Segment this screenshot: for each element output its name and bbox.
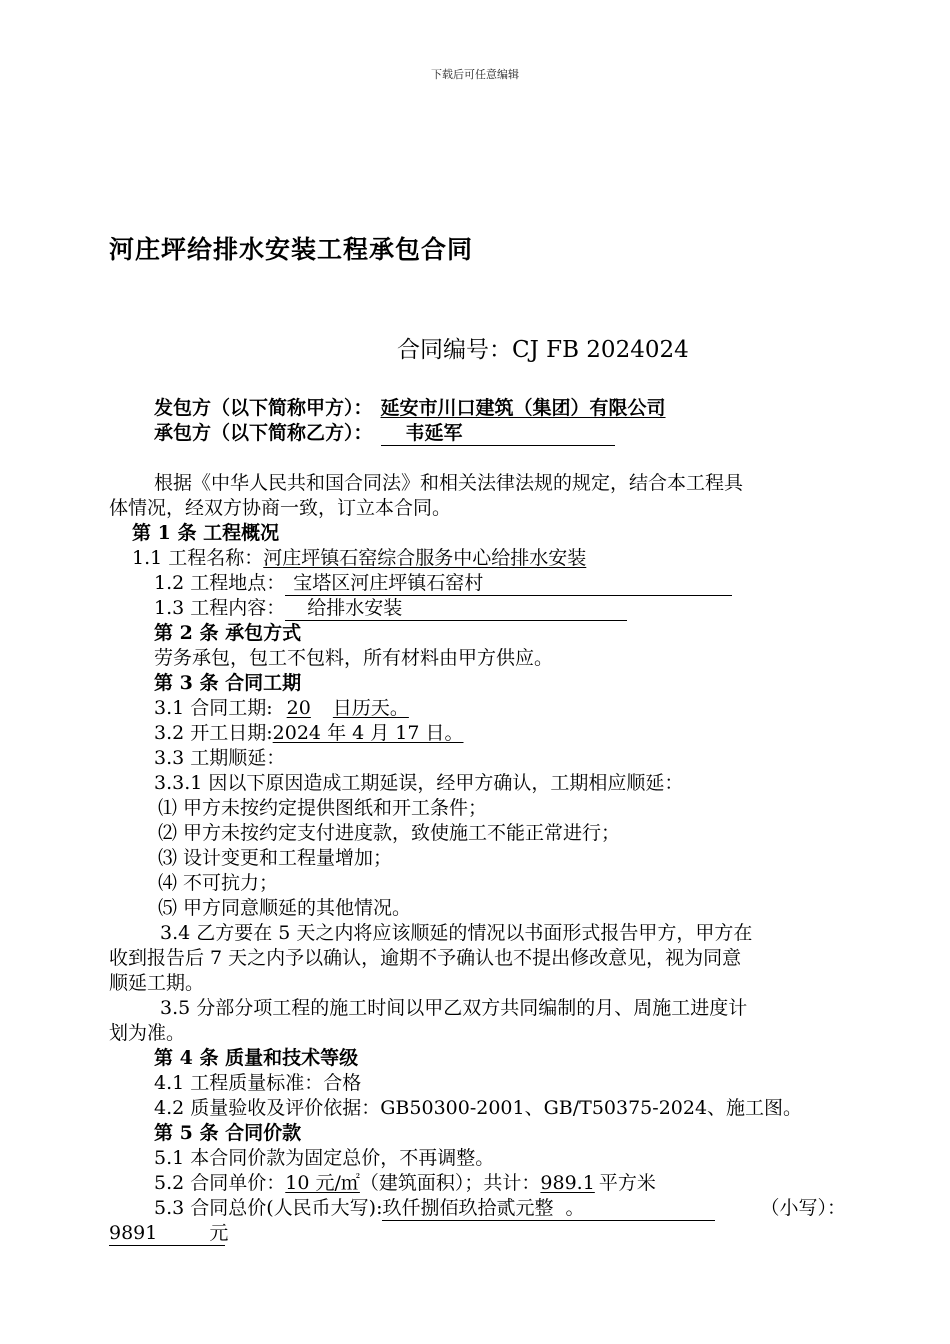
intro-line-2: 体情况，经双方协商一致，订立本合同。 <box>109 497 452 519</box>
total-price-words-dot: 。 <box>565 1197 585 1219</box>
party-b <box>154 421 615 446</box>
total-price-words-field <box>382 1196 715 1221</box>
extension-rule: 3.3.1 因以下原因造成工期延误，经甲方确认，工期相应顺延： <box>154 772 684 794</box>
project-content-value: 给排水安装 <box>285 596 627 621</box>
article-1-heading: 第 1 条 工程概况 <box>132 522 280 544</box>
start-date <box>154 721 478 745</box>
contract-duration-value: 20 <box>286 697 311 719</box>
extension-item: ⑸ 甲方同意顺延的其他情况。 <box>158 897 412 919</box>
header-note: 下载后可任意编辑 <box>431 68 519 81</box>
total-area-value: 989.1 <box>540 1172 595 1194</box>
extension-item: ⑴ 甲方未按约定提供图纸和开工条件； <box>158 797 488 819</box>
party-a-label: 发包方（以下简称甲方）： <box>154 397 373 419</box>
total-price-figure <box>109 1221 229 1246</box>
project-name-label: 1.1 工程名称： <box>132 547 264 569</box>
party-a <box>154 396 666 420</box>
start-date-label: 3.2 开工日期: <box>154 722 273 744</box>
total-price-label: 5.3 合同总价(人民币大写): <box>154 1197 383 1219</box>
unit-price-note: （建筑面积）；共计： <box>359 1172 541 1194</box>
quality-basis: 4.2 质量验收及评价依据：GB50300-2001、GB/T50375-2024、施工图。 <box>154 1097 803 1119</box>
project-location <box>154 571 732 596</box>
document-title: 河庄坪给排水安装工程承包合同 <box>109 235 474 264</box>
total-area-unit: 平方米 <box>598 1172 656 1194</box>
start-date-value: 2024 年 4 月 17 日。 <box>272 722 464 744</box>
extension-item: ⑶ 设计变更和工程量增加； <box>158 847 393 869</box>
total-price-yuan: 元 <box>209 1222 229 1244</box>
project-content-label: 1.3 工程内容： <box>154 597 286 619</box>
clause-3-4-line-3: 顺延工期。 <box>109 972 205 994</box>
contract-number <box>397 331 689 364</box>
article-5-heading: 第 5 条 合同价款 <box>154 1122 302 1144</box>
contract-number-label: 合同编号： <box>397 337 512 363</box>
unit-price-value: 10 元/㎡ <box>285 1172 360 1194</box>
project-location-value: 宝塔区河庄坪镇石窑村 <box>285 571 732 596</box>
party-a-value: 延安市川口建筑（集团）有限公司 <box>380 397 666 419</box>
total-price-words: 玖仟捌佰玖拾贰元整 <box>382 1197 554 1219</box>
project-name <box>132 546 586 570</box>
total-price-number: 9891 <box>109 1222 158 1244</box>
contract-duration-label: 3.1 合同工期: <box>154 697 273 719</box>
total-price <box>154 1196 846 1221</box>
party-b-value: 韦延军 <box>381 421 615 446</box>
contract-duration-unit: 日历天。 <box>332 697 409 719</box>
clause-3-5-line-1: 3.5 分部分项工程的施工时间以甲乙双方共同编制的月、周施工进度计 <box>160 997 748 1019</box>
article-4-heading: 第 4 条 质量和技术等级 <box>154 1047 359 1069</box>
extension-heading: 3.3 工期顺延： <box>154 747 286 769</box>
project-name-value: 河庄坪镇石窑综合服务中心给排水安装 <box>263 547 587 569</box>
extension-item: ⑵ 甲方未按约定支付进度款，致使施工不能正常进行； <box>158 822 621 844</box>
project-content <box>154 596 627 621</box>
unit-price-label: 5.2 合同单价： <box>154 1172 286 1194</box>
article-2-heading: 第 2 条 承包方式 <box>154 622 302 644</box>
fixed-price-clause: 5.1 本合同价款为固定总价，不再调整。 <box>154 1147 495 1169</box>
quality-standard: 4.1 工程质量标准：合格 <box>154 1072 362 1094</box>
unit-price <box>154 1171 656 1195</box>
clause-3-4-line-1: 3.4 乙方要在 5 天之内将应该顺延的情况以书面形式报告甲方，甲方在 <box>160 922 753 944</box>
intro-line-1: 根据《中华人民共和国合同法》和相关法律法规的规定，结合本工程具 <box>154 472 744 494</box>
clause-3-4-line-2: 收到报告后 7 天之内予以确认，逾期不予确认也不提出修改意见，视为同意 <box>109 947 742 969</box>
clause-3-5-line-2: 划为准。 <box>109 1022 186 1044</box>
party-b-label: 承包方（以下简称乙方）： <box>154 422 373 444</box>
total-price-figure-field <box>109 1221 229 1246</box>
article-3-heading: 第 3 条 合同工期 <box>154 672 302 694</box>
contract-method: 劳务承包，包工不包料，所有材料由甲方供应。 <box>154 647 554 669</box>
contract-number-value: CJ FB 2024024 <box>512 337 689 363</box>
extension-item: ⑷ 不可抗力； <box>158 872 279 894</box>
total-price-small-label: （小写）： <box>760 1197 846 1219</box>
contract-duration <box>154 696 419 720</box>
project-location-label: 1.2 工程地点： <box>154 572 286 594</box>
